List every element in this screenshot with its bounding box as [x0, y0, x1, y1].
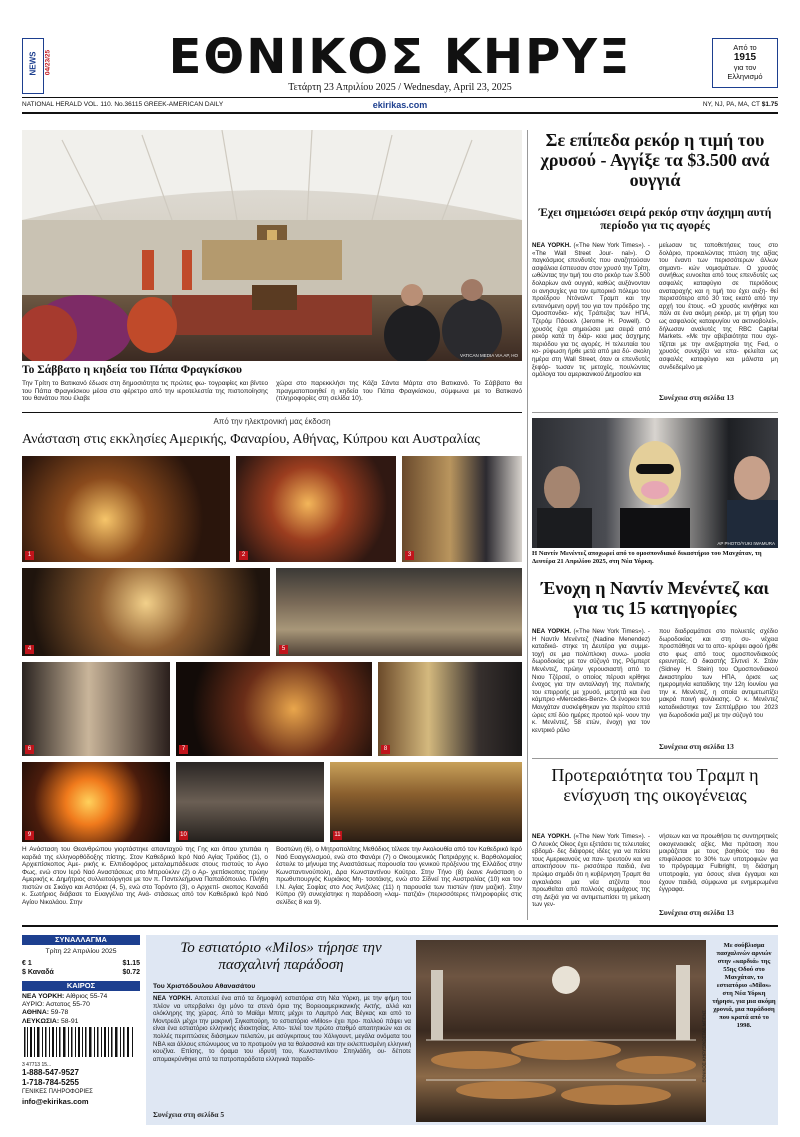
price: $1.75	[761, 101, 778, 108]
weather-row	[22, 993, 140, 1001]
photo-number: 3	[405, 551, 414, 560]
menendez-more[interactable]: Συνέχεια στη σελίδα 13	[659, 742, 734, 751]
photo-number: 8	[381, 745, 390, 754]
exchange-label: ΣΥΝΑΛΛΑΓΜΑ	[22, 935, 140, 945]
region-list: NY, NJ, PA, MA, CT	[702, 101, 760, 108]
masthead-info-left: NATIONAL HERALD VOL. 110. No.36115 GREEK-AMERICAN DAILY	[22, 101, 224, 108]
photo-number: 2	[239, 551, 248, 560]
milos-photo-credit: ΕΘΝΙΚΟΣ ΚΗΡΥΞ/ΚΩΣΤΑΣ ΜΠΕΝΣ	[701, 1010, 706, 1083]
masthead-title: ΕΘΝΙΚΟΣ ΚΗΡΥΞ	[168, 29, 632, 85]
masthead-date: Τετάρτη 23 Απριλίου 2025 / Wednesday, April 23, 2025	[288, 82, 512, 93]
rate-currency: € 1	[22, 960, 32, 967]
easter-photo-5	[276, 568, 522, 656]
weather-list	[22, 993, 140, 1026]
photo-number: 11	[334, 832, 341, 838]
menendez-headline: Ένοχη η Ναντίν Μενέντεζ και για τις 15 κατηγορίες	[541, 578, 769, 618]
pope-text-left: Την Τρίτη το Βατικανό έδωσε στη δημοσιότητα τις πρώτες φω- τογραφίες και βίντεο του Πάπα Φραγκίσκου μέσα στο φέρετρο από την ιεροτελεστία της πιστοποίησης του θανάτου που έλαβε	[22, 380, 268, 403]
rate-value: $1.15	[122, 960, 140, 967]
photo-number: 10	[180, 832, 187, 838]
weather-row	[22, 1018, 140, 1026]
masthead-info-right	[620, 101, 778, 108]
photo-number: 9	[25, 831, 34, 840]
milos-headline: Το εστιατόριο «Milos» τήρησε την πασχαλινή παράδοση	[180, 940, 382, 973]
photo-number: 1	[25, 551, 34, 560]
menendez-dateline: ΝΕΑ ΥΟΡΚΗ.	[532, 628, 571, 635]
rate-row	[22, 968, 140, 977]
col-divider-mid	[527, 418, 528, 920]
pope-text-right: χώρα στο παρεκκλήσι της Κάζα Σάντα Μάρτα στο Βατικανό. Το Σάββατο θα πραγματοποιηθεί η κηδεία του Πάπα Φραγκίσκου, σύμφωνα με το Βατικανό (πληροφορίες στη σελίδα 10).	[276, 380, 522, 403]
weather-temp: 59-78	[50, 1009, 69, 1017]
family-col1	[532, 833, 650, 917]
easter-text-left: Η Ανάσταση του Θεανθρώπου γιορτάστηκε απανταχού της Γης και όπου χτυπάει η καρδιά της ελληνορθόδοξης πίστης. Στον Καθεδρικό Ιερό Ναό Αγίας Τριάδος (1), ο Αρχιεπίσκοπος Αμε- ρικής κ. Ελπιδοφόρος μεταλαμπάδευσε στους πιστούς το Αγιο Φως, ενώ στον Ιερό Ναό Αναστάσεως στο Μπρούκλιν (2) ο Αρ- χιεπίσκοπος πρώην Αμερικής κ. Δημήτριος συλλειτούργησε με τον π. Παντελεήμονα Παπαδόπουλο. Πλήθη πιστών σε Σικάγο και Αστόρια (4, 5), ενώ στο Τορόντο (3), ο Αρχιεπί- σκοπος Καναδά κ. Σωτήριος διάβασε το Ευαγγέλιο της Ανά- στάσεως από τον Καθεδρικό Ιερό Ναό Αγίου Νικολάου. Στην	[22, 846, 268, 906]
since-line3: Ελληνισμό	[727, 72, 763, 81]
milos-more[interactable]: Συνέχεια στη σελίδα 5	[153, 1110, 225, 1119]
gold-more[interactable]: Συνέχεια στη σελίδα 13	[659, 393, 734, 402]
rate-row	[22, 959, 140, 968]
family-more[interactable]: Συνέχεια στη σελίδα 13	[659, 908, 734, 917]
photo-number: 4	[25, 645, 34, 654]
gold-col1-text: («The New York Times»). - «The Wall Street Jour- nal»). Ο παγκόσμιος επενδυτές που αναζητούσαν ασφάλεια έσπευσαν στον χρυσό την Τρίτη, ωθώντας την τιμή του στο ρεκόρ των 3.500 δολαρίων ανά ουγγιά, καθώς αυξάνονταν οι ανησυχίες για τον εμπορικό πόλεμο του προέδρου Ντόναλντ Τραμπ και την εντεινόμενη οργή του για τον πρόεδρο της Ομοσπονδια- κής Τράπεζας των ΗΠΑ, Τζερόμ Πάουελ (Jerome H. Powell). Ο χρυσός έχει σημειώσει μια σειρά από ρεκόρ κατά τη διάρ- κεια μιας άσχημης περιόδου για τις αγορές. Η τελευταία του κο- ρύφωση ήρθε μετά από μια δύ- σκολη ημέρα στη Wall Street, όταν οι επενδυτές ξεφόρ- τωσαν τις μετοχές, πουλώντας ομόλογα του αμερικανικού Δημοσίου και	[532, 242, 650, 379]
contact-email[interactable]: info@ekirikas.com	[22, 1097, 89, 1106]
photo-number: 6	[25, 745, 34, 754]
gold-subhead: Έχει σημειώσει σειρά ρεκόρ στην άσχημη αυτή περίοδο για τις αγορές	[538, 207, 772, 232]
masthead-rule-top	[22, 97, 778, 98]
easter-top-rule	[22, 412, 522, 413]
news-date-badge	[22, 38, 52, 94]
phone-2: 1-718-784-5255	[22, 1078, 79, 1087]
since-year: 1915	[733, 52, 757, 63]
family-headline: Προτεραιότητα του Τραμπ η ενίσχυση της οικογένειας	[551, 765, 759, 805]
gold-bottom-rule	[532, 412, 778, 413]
barcode-digits: 3 47713 15...	[22, 1062, 52, 1068]
menendez-col2: που διαδραμάτισε στο πολυετές σχέδιο δωροδοκίας και στη συ- νέχεια προσπάθησε να το απο- κρύψει αφού ήρθε στο φως από τους ομοσπονδιακούς ερευνητές. Ο δικαστής Σίντνεϊ Χ. Στάιν (Sidney H. Stein) του Ομοσπονδιακού Δικαστηρίου των ΗΠΑ, όρισε ως ημερομηνία καταδίκης την 12η Ιουνίου για την κ. Μενέντεζ, η οποία αντιμετωπίζει μακρά ποινή φυλάκισης. Ο κ. Μενέντεζ καταδικάστηκε τον Σεπτέμβριο του 2023 για δωροδοκία μαζί με την σύζυγό του	[659, 628, 778, 719]
photo-number: 5	[279, 645, 288, 654]
since-line1: Από το	[733, 43, 757, 52]
milos-photo	[416, 940, 706, 1122]
gold-col1	[532, 242, 650, 400]
since-1915-badge	[712, 38, 778, 88]
menendez-caption: Η Ναντίν Μενέντεζ αποχωρεί από το ομοσπονδιακό δικαστήριο του Μανχάταν, τη Δευτέρα 21 Απριλίου 2025, στη Νέα Υόρκη.	[532, 550, 762, 565]
easter-photo-2	[236, 456, 396, 562]
exchange-date: Τρίτη 22 Απριλίου 2025	[45, 948, 117, 955]
easter-photo-11	[330, 762, 522, 842]
pope-scene	[22, 130, 522, 361]
easter-photo-4	[22, 568, 270, 656]
milos-side-caption: Με σούβλισμα πασχαλινών αρνιών στην «καρδιά» της 55ης Οδού στο Μανχάταν, το εστιατόριο «Milos» στη Νέα Υόρκη τήρησε, για μια ακόμη χρονιά, μια παράδοση που κρατά από το 1998.	[712, 942, 776, 1029]
menendez-bottom-rule	[532, 758, 778, 759]
milos-dateline: ΝΕΑ ΥΟΡΚΗ.	[153, 995, 193, 1002]
menendez-photo-credit: AP PHOTO/YUKI IWAMURA	[717, 541, 775, 546]
pope-photo	[22, 130, 522, 361]
menendez-col1-text: («The New York Times»). - Η Ναντίν Μενέντεζ (Nadine Menendez) καταδικά- στηκε τη Δευτέρα για συμμε- τοχή σε μια πολύπλοκη συνω- μοσία δωροδοκίας με τον σύζυγό της, Ρόμπερτ Μενέντεζ, πρώην γερουσιαστή από το Νιου Τζέρσεϊ, ο οποίος πέρυσι κρίθηκε ένοχος για την ανταλλαγή της πολιτικής του επιρροής με χρυσό, μετρητά και ένα κάμπριο «Mercedes-Benz». Οι ένορκοι του Μανχάταν συσκέφθηκαν για περίπου επτά ώρες επί δύο ημέρες προτού κρί- νουν την κ. Μενέντεζ, 58 ετών, ένοχη για τον κεντρικό ρόλο	[532, 628, 650, 734]
masthead-rule-bottom	[22, 112, 778, 114]
gold-dateline: ΝΕΑ ΥΟΡΚΗ.	[532, 242, 571, 249]
weather-temp: 58-91	[61, 1017, 79, 1025]
weather-row	[22, 1009, 140, 1017]
weather-temp: Αστατος 55-70	[45, 1001, 90, 1009]
bottom-section-rule	[22, 925, 778, 927]
masthead-website[interactable]: ekirikas.com	[372, 100, 428, 110]
family-col1-text: («The New York Times»). - Ο Λευκός Οίκος έχει εξετάσει τις τελευταίες εβδομά- δες διάφορες ιδέες για να πείσει τους Αμερικανούς να παν- τρευτούν και να αποκτήσουν πε- ρισσότερα παιδιά, ένα πρώιμο σημάδι ότι η κυβέρνηση Τραμπ θα αγκαλιάσει μια νέα ατζέντα που προωθείται από πολλούς συμμάχους της στη Δεξιά για να αντιμετωπίσει τη μείωση των γεν-	[532, 833, 650, 909]
easter-photo-3	[402, 456, 522, 562]
easter-photo-9	[22, 762, 170, 842]
easter-photo-1	[22, 456, 230, 562]
exchange-rates	[22, 959, 140, 977]
menendez-scene	[532, 418, 778, 548]
weather-city: ΑΥΡΙΟ:	[22, 1001, 45, 1009]
easter-text-right: Βοστώνη (6), ο Μητροπολίτης Μεθόδιος τέλεσε την Ακολουθία από τον Καθεδρικό Ιερό Ναό Ευαγγελισμού, ενώ στο Φανάρι (7) ο Οικουμενικός Πατριάρχης κ. Βαρθολομαίος έστειλε το μήνυμα της Αναστάσεως παρουσία του γενικού πρόξενου της Ελλάδος στην Κωνσταντινούπολη, Δρα Κωνσταντίνου Κούτρα. Στην Τήνο (8) έκανε Ανάσταση ο πρωθυπουργός Κυριάκος Μη- τσοτάκης, ενώ στο Σίδνεϊ της Αυστραλίας (10) και τον Ι.Ν. Αγίας Σοφίας στο Λος Άντζελες (11) η παρουσία των πιστών ήταν μαζική. Στην Κύπρο (9) συνεχίστηκε η παράδοση «λαμ- πατζιά» (περισσότερες πληροφορίες στις σελίδες 8 και 9).	[276, 846, 522, 906]
since-line2: για τον	[733, 63, 757, 72]
menendez-col1	[532, 628, 650, 748]
easter-photo-6	[22, 662, 170, 756]
milos-byline: Του Χριστόδουλου Αθανασάτου	[153, 983, 411, 993]
weather-city: ΑΘΗΝΑ:	[22, 1009, 50, 1017]
barcode	[22, 1027, 140, 1068]
weather-city: ΛΕΥΚΩΣΙΑ:	[22, 1017, 60, 1025]
menendez-photo	[532, 418, 778, 548]
family-dateline: ΝΕΑ ΥΟΡΚΗ.	[532, 833, 571, 840]
weather-label: ΚΑΙΡΟΣ	[22, 981, 140, 991]
easter-photo-8	[378, 662, 522, 756]
gold-col2: μείωσαν τις τοποθετήσεις τους στο δολάριο, προκαλώντας πτώση της αξίας του έναντι των περισσότερων άλλων σημαντι- κών νομισμάτων. Ο χρυσός συνήθως ευνοείται από τους επενδυτές ως ασφαλές καταφύγιο σε περιόδους αναταραχής και η τιμή του έχει αυξη- θεί περισσότερο από 30 τοις εκατό από την αρχή του έτους. «Ο χρυσός κινήθηκε και πάλι σε ένα ακόμη ρεκόρ, με τη φήμη του ως ασφαλούς καταφυγίου να ακτινοβολεί», δήλωσαν αναλυτές της RBC Capital Markets. «Με την αβεβαιότητα που σχε- τίζεται με την ανεξαρτησία της Fed, ο χρυσός συνεχίζει να επα- φελείται ως ασφαλές καταφύγιο και μάλιστα μη συνδεδεμένο με	[659, 242, 778, 371]
milos-scene	[416, 940, 706, 1122]
milos-text	[153, 995, 411, 1101]
pope-photo-credit: VATICAN MEDIA VIA AP, HO	[459, 353, 518, 358]
weather-row	[22, 1001, 140, 1009]
rate-currency: $ Καναδά	[22, 969, 54, 976]
info-label: ΓΕΝΙΚΕΣ ΠΛΗΡΟΦΟΡΙΕΣ	[22, 1089, 93, 1095]
col-divider-top	[527, 130, 528, 418]
phone-1: 1-888-547-9527	[22, 1068, 79, 1077]
badge-date: 04/23/25	[44, 49, 52, 76]
easter-photo-7	[176, 662, 372, 756]
photo-number: 7	[179, 745, 188, 754]
pope-headline: Το Σάββατο η κηδεία του Πάπα Φραγκίσκου	[22, 364, 243, 376]
easter-headline: Ανάσταση στις εκκλησίες Αμερικής, Φαναρίου, Αθήνας, Κύπρου και Αυστραλίας	[22, 432, 480, 447]
rate-value: $0.72	[122, 969, 140, 976]
badge-news: NEWS	[28, 51, 38, 76]
barcode-bars	[22, 1027, 140, 1057]
family-col2: νήσεων και να προωθήσει τις συντηρητικές οικογενειακές αξίες. Μια πρόταση που μοιράζεται με τους βοηθούς του θα επιφύλασσε το 30% των υποτροφιών για το πρόγραμμα Fulbright, τη διάσημη υποτροφία, για όσους είναι έγγαμοι και έχουν παιδιά, σύμφωνα με ενημερωμένα έγγραφα.	[659, 833, 778, 894]
easter-kicker: Από την ηλεκτρονική μας έκδοση	[213, 417, 331, 426]
weather-city: ΝΕΑ ΥΟΡΚΗ:	[22, 993, 65, 1000]
easter-photo-10	[176, 762, 324, 842]
weather-temp: Αίθριος 55-74	[65, 993, 108, 1000]
gold-headline: Σε επίπεδα ρεκόρ η τιμή του χρυσού - Αγγίξε τα $3.500 ανά ουγγιά	[540, 130, 770, 190]
milos-text-body: Αποτελεί ένα από τα δημοφιλή εστιατόρια στη Νέα Υόρκη, με την φήμη του πλέον να υπερβαίνει όχι μόνο τα στενά όρια της Βορειοαμερικανικής Ακτής, αλλά και ολόκληρης της χώρας. Από το Μαϊάμι Μπιτς μέχρι το Λαμπρό Λας Βέγκας και από το Μοντρεάλ μέχρι την μακρινή Σιγκαπούρη, το εστιατόριο «Milos» έχει προ- πολλού πάψει να είναι ένα εστιατόριο ελληνικής ιδιοκτησίας. Απο- τελεί τον πρώτο σταθμό απαιτητικών και σε πολλές περιπτώσεις διάσημων πελατών, με ασύγκριτους του Χόλιγουντ, μεγάλα ονόματα του NBA και άλλους επώνυμους να το προτιμούν για τα θαλασσινά και την εκλεπτυσμένη ελληνική κουζίνα. Επίσης, το όραμα του ιδρυτή του, Κωνσταντίνου Σπηλιάδη, ου- δέποτε απομακρύνθηκε από τα πατροπαράδοτα ελληνικά παραδο-	[153, 995, 411, 1063]
